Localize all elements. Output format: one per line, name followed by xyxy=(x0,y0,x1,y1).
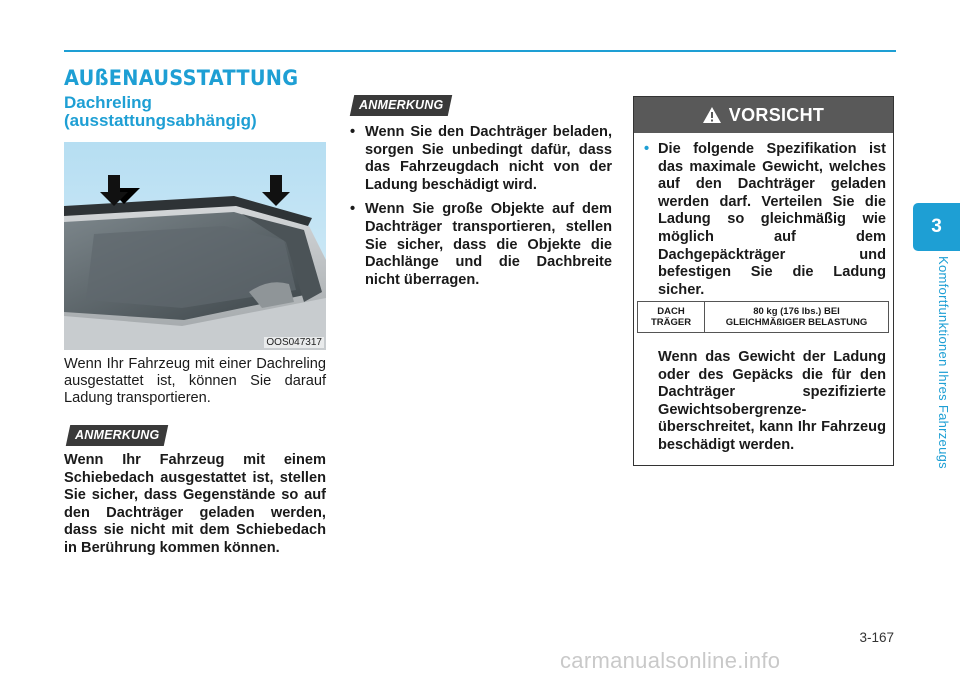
section-title: AUßENAUSSTATTUNG xyxy=(64,66,299,90)
list-item: • Wenn Sie den Dachträger beladen, sorgen Sie unbedingt dafür, dass das Fahrzeugdach nicht von der Ladung beschädigt wird. xyxy=(348,124,612,194)
caution-bullet-text: Die folgende Spezifikation ist das maximale Gewicht, welches auf den Dachträger geladen werden darf. Verteilen Sie die Ladung so gleichmäßig wie möglich auf dem Dachgepäckträger und befestigen Sie die Ladung sicher. xyxy=(658,141,886,298)
roof-rail-description: Wenn Ihr Fahrzeug mit einer Dachreling ausgestattet ist, können Sie darauf Ladung transportieren. xyxy=(64,356,326,406)
list-item: • Wenn Sie große Objekte auf dem Dachträger transportieren, stellen Sie sicher, dass die Objekte die Dachlänge und die Dachbreite nicht überragen. xyxy=(348,201,612,289)
bullet-dot-icon: • xyxy=(644,141,650,157)
roof-rack-bullet-list xyxy=(348,124,612,296)
header-rule xyxy=(64,50,896,52)
sub-title: Dachreling (ausstattungsabhängig) xyxy=(64,93,257,130)
table-row xyxy=(638,302,889,333)
caution-header xyxy=(634,97,893,133)
note-badge-label: ANMERKUNG xyxy=(75,428,160,442)
page-number: 3-167 xyxy=(859,630,894,645)
load-spec-table xyxy=(637,301,889,333)
note-badge-label: ANMERKUNG xyxy=(359,98,444,112)
roof-rail-photo xyxy=(64,142,326,350)
caution-weight-text: Wenn das Gewicht der Ladung oder des Gepäcks die für den Dachträger spezifizierte Gewichtsobergrenzeüberschreitet, kann Ihr Fahrzeug beschädigt werden. xyxy=(658,349,886,453)
chapter-tab: 3 xyxy=(913,203,960,251)
car-illustration xyxy=(64,142,326,350)
spec-value-line1: 80 kg (176 lbs.) BEI xyxy=(753,306,840,317)
spec-value-cell xyxy=(705,302,889,333)
spec-label-cell xyxy=(638,302,705,333)
note-badge xyxy=(66,425,169,446)
caution-title: VORSICHT xyxy=(728,104,825,125)
figure-caption: OOS047317 xyxy=(266,337,322,348)
spec-value-line2: GLEICHMÄßIGER BELASTUNG xyxy=(725,317,868,328)
spec-label-line2: TRÄGER xyxy=(650,317,692,328)
caution-box xyxy=(633,96,894,466)
note-badge xyxy=(350,95,453,116)
caution-bullet xyxy=(644,141,886,299)
chapter-label: Komfortfunktionen Ihres Fahrzeugs xyxy=(936,256,951,469)
spec-label-line1: DACH xyxy=(657,306,685,317)
warning-triangle-icon xyxy=(703,107,721,123)
sunroof-note-text: Wenn Ihr Fahrzeug mit einem Schiebedach ausgestattet ist, stellen Sie sicher, dass Gegenstände so auf den Dachträger geladen werden, dass sie nicht mit dem Schiebedach in Berührung kommen können. xyxy=(64,452,326,556)
watermark: carmanualsonline.info xyxy=(560,648,781,673)
